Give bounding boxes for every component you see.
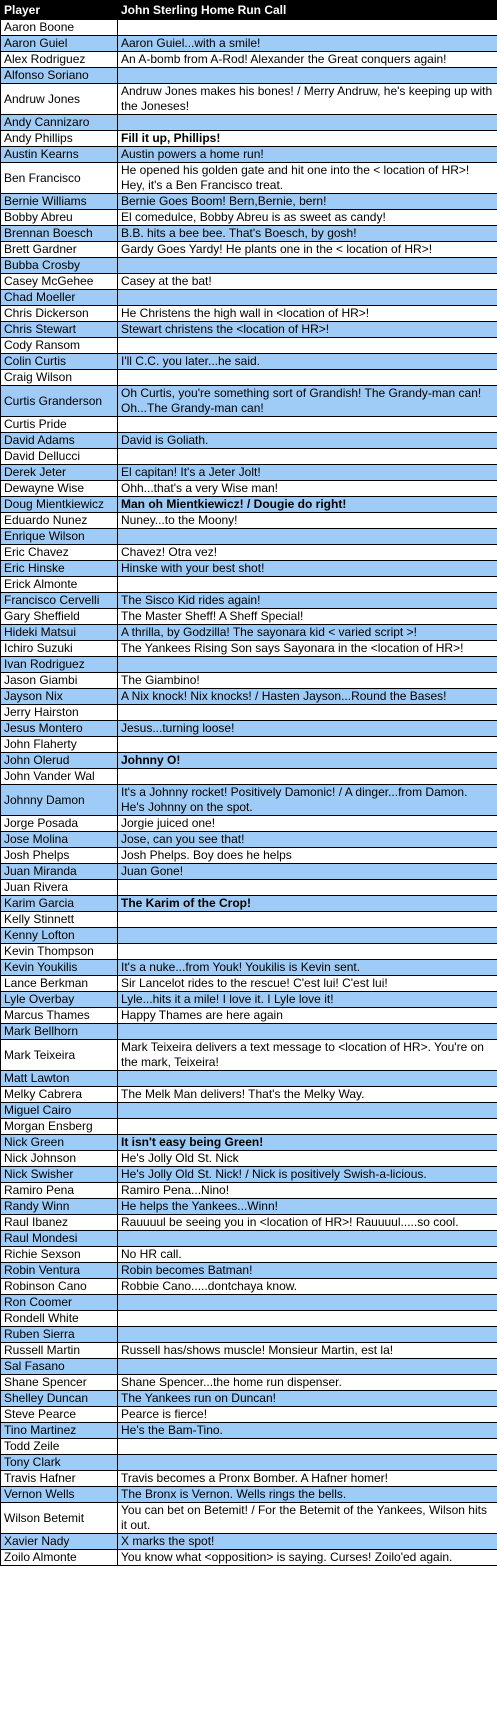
table-row: [1, 465, 497, 481]
table-row: [1, 36, 497, 52]
home-run-call-cell: [118, 68, 497, 84]
home-run-call-cell: [118, 944, 497, 960]
home-run-call-cell: [118, 769, 497, 785]
home-run-call-cell: A thrilla, by Godzilla! The sayonara kid < varied script >!: [118, 625, 497, 641]
player-name-cell: Nick Johnson: [1, 1151, 118, 1167]
table-row: [1, 1087, 497, 1103]
table-row: [1, 481, 497, 497]
player-name-cell: Kelly Stinnett: [1, 912, 118, 928]
home-run-call-cell: Chavez! Otra vez!: [118, 545, 497, 561]
table-row: [1, 577, 497, 593]
player-name-cell: David Dellucci: [1, 449, 118, 465]
table-row: [1, 593, 497, 609]
home-run-call-cell: [118, 115, 497, 131]
table-row: [1, 816, 497, 832]
table-row: [1, 338, 497, 354]
home-run-call-cell: [118, 577, 497, 593]
table-row: [1, 912, 497, 928]
table-row: [1, 561, 497, 577]
table-row: [1, 354, 497, 370]
table-row: [1, 497, 497, 513]
player-name-cell: Todd Zeile: [1, 1439, 118, 1455]
player-name-cell: Kevin Thompson: [1, 944, 118, 960]
player-name-cell: Mark Bellhorn: [1, 1024, 118, 1040]
player-name-cell: Sal Fasano: [1, 1359, 118, 1375]
player-name-cell: Curtis Granderson: [1, 386, 118, 417]
player-name-cell: Dewayne Wise: [1, 481, 118, 497]
home-run-call-cell: An A-bomb from A-Rod! Alexander the Great conquers again!: [118, 52, 497, 68]
table-row: [1, 1247, 497, 1263]
table-row: [1, 737, 497, 753]
player-name-cell: Chad Moeller: [1, 290, 118, 306]
table-row: [1, 1040, 497, 1071]
home-run-call-cell: You know what <opposition> is saying. Curses! Zoilo'ed again.: [118, 1550, 497, 1566]
home-run-call-cell: X marks the spot!: [118, 1534, 497, 1550]
home-run-call-cell: Casey at the bat!: [118, 274, 497, 290]
home-run-call-cell: Man oh Mientkiewicz! / Dougie do right!: [118, 497, 497, 513]
home-run-call-cell: Oh Curtis, you're something sort of Grandish! The Grandy-man can! Oh...The Grandy-man can!: [118, 386, 497, 417]
player-name-cell: Ben Francisco: [1, 163, 118, 194]
player-name-cell: Ruben Sierra: [1, 1327, 118, 1343]
player-name-cell: Eric Chavez: [1, 545, 118, 561]
player-name-cell: Tony Clark: [1, 1455, 118, 1471]
table-row: [1, 1231, 497, 1247]
player-name-cell: Juan Miranda: [1, 864, 118, 880]
player-name-cell: Hideki Matsui: [1, 625, 118, 641]
table-row: [1, 1311, 497, 1327]
table-row: [1, 928, 497, 944]
home-run-call-cell: [118, 1455, 497, 1471]
home-run-call-cell: Ohh...that's a very Wise man!: [118, 481, 497, 497]
home-run-call-cell: Stewart christens the <location of HR>!: [118, 322, 497, 338]
player-name-cell: Curtis Pride: [1, 417, 118, 433]
player-name-cell: Brennan Boesch: [1, 226, 118, 242]
home-run-call-cell: The Karim of the Crop!: [118, 896, 497, 912]
player-name-cell: Kevin Youkilis: [1, 960, 118, 976]
home-run-call-cell: Happy Thames are here again: [118, 1008, 497, 1024]
table-row: [1, 513, 497, 529]
home-run-call-cell: [118, 1231, 497, 1247]
table-row: [1, 625, 497, 641]
home-run-call-cell: He opened his golden gate and hit one into the < location of HR>! Hey, it's a Ben Francisco treat.: [118, 163, 497, 194]
table-row: [1, 1343, 497, 1359]
home-run-call-cell: Josh Phelps. Boy does he helps: [118, 848, 497, 864]
table-row: [1, 1534, 497, 1550]
table-row: [1, 1119, 497, 1135]
table-row: [1, 433, 497, 449]
home-run-call-cell: [118, 705, 497, 721]
player-name-cell: Andy Cannizaro: [1, 115, 118, 131]
table-row: [1, 417, 497, 433]
table-row: [1, 242, 497, 258]
table-row: [1, 1071, 497, 1087]
home-run-call-cell: He's Jolly Old St. Nick! / Nick is positively Swish-a-licious.: [118, 1167, 497, 1183]
table-row: [1, 960, 497, 976]
home-run-call-cell: Jesus...turning loose!: [118, 721, 497, 737]
player-name-cell: Francisco Cervelli: [1, 593, 118, 609]
table-row: [1, 832, 497, 848]
player-name-cell: Bobby Abreu: [1, 210, 118, 226]
home-run-call-cell: Jose, can you see that!: [118, 832, 497, 848]
table-row: [1, 848, 497, 864]
table-row: [1, 210, 497, 226]
home-run-call-cell: [118, 338, 497, 354]
player-name-cell: John Vander Wal: [1, 769, 118, 785]
table-row: [1, 386, 497, 417]
table-row: [1, 1439, 497, 1455]
player-name-cell: Jorge Posada: [1, 816, 118, 832]
player-name-cell: Alfonso Soriano: [1, 68, 118, 84]
player-name-cell: Doug Mientkiewicz: [1, 497, 118, 513]
table-row: [1, 290, 497, 306]
player-name-cell: Craig Wilson: [1, 370, 118, 386]
player-name-cell: Nick Green: [1, 1135, 118, 1151]
player-name-cell: Lyle Overbay: [1, 992, 118, 1008]
player-name-cell: Xavier Nady: [1, 1534, 118, 1550]
home-run-call-cell: [118, 1071, 497, 1087]
player-name-cell: Wilson Betemit: [1, 1503, 118, 1534]
player-name-cell: Cody Ransom: [1, 338, 118, 354]
home-run-call-cell: Ramiro Pena...Nino!: [118, 1183, 497, 1199]
player-name-cell: Randy Winn: [1, 1199, 118, 1215]
player-name-cell: Melky Cabrera: [1, 1087, 118, 1103]
home-run-call-cell: Travis becomes a Pronx Bomber. A Hafner homer!: [118, 1471, 497, 1487]
home-run-call-cell: Sir Lancelot rides to the rescue! C'est lui! C'est lui!: [118, 976, 497, 992]
table-row: [1, 529, 497, 545]
player-name-cell: Shelley Duncan: [1, 1391, 118, 1407]
home-run-call-cell: Robin becomes Batman!: [118, 1263, 497, 1279]
home-run-call-cell: [118, 928, 497, 944]
home-run-call-cell: I'll C.C. you later...he said.: [118, 354, 497, 370]
home-run-call-cell: [118, 657, 497, 673]
home-run-call-cell: Johnny O!: [118, 753, 497, 769]
home-run-call-cell: [118, 1119, 497, 1135]
player-name-cell: Tino Martinez: [1, 1423, 118, 1439]
home-run-call-cell: He's Jolly Old St. Nick: [118, 1151, 497, 1167]
home-run-call-cell: Robbie Cano.....dontchaya know.: [118, 1279, 497, 1295]
home-run-call-cell: [118, 1439, 497, 1455]
table-row: [1, 1008, 497, 1024]
player-name-cell: Brett Gardner: [1, 242, 118, 258]
table-row: [1, 449, 497, 465]
player-name-cell: Morgan Ensberg: [1, 1119, 118, 1135]
player-name-cell: Josh Phelps: [1, 848, 118, 864]
player-name-cell: Miguel Cairo: [1, 1103, 118, 1119]
home-run-call-cell: A Nix knock! Nix knocks! / Hasten Jayson...Round the Bases!: [118, 689, 497, 705]
table-row: [1, 673, 497, 689]
home-run-call-cell: [118, 529, 497, 545]
player-name-cell: John Flaherty: [1, 737, 118, 753]
home-run-call-cell: Mark Teixeira delivers a text message to <location of HR>. You're on the mark, Teixeira!: [118, 1040, 497, 1071]
player-name-cell: Colin Curtis: [1, 354, 118, 370]
table-row: [1, 1423, 497, 1439]
player-name-cell: Jose Molina: [1, 832, 118, 848]
player-name-cell: Jayson Nix: [1, 689, 118, 705]
table-row: [1, 753, 497, 769]
home-run-call-cell: Hinske with your best shot!: [118, 561, 497, 577]
player-name-cell: Richie Sexson: [1, 1247, 118, 1263]
player-name-cell: Gary Sheffield: [1, 609, 118, 625]
table-row: [1, 1359, 497, 1375]
player-name-cell: Ivan Rodriguez: [1, 657, 118, 673]
table-row: [1, 896, 497, 912]
table-row: [1, 1407, 497, 1423]
player-name-cell: Chris Dickerson: [1, 306, 118, 322]
table-row: [1, 1183, 497, 1199]
table-row: [1, 992, 497, 1008]
home-run-call-cell: The Yankees Rising Son says Sayonara in the <location of HR>!: [118, 641, 497, 657]
table-row: [1, 1103, 497, 1119]
table-row: [1, 163, 497, 194]
table-row: [1, 880, 497, 896]
player-name-cell: Shane Spencer: [1, 1375, 118, 1391]
home-run-call-cell: [118, 1024, 497, 1040]
table-row: [1, 322, 497, 338]
player-name-cell: David Adams: [1, 433, 118, 449]
player-name-cell: Robin Ventura: [1, 1263, 118, 1279]
table-row: [1, 944, 497, 960]
player-name-cell: Eric Hinske: [1, 561, 118, 577]
player-name-cell: Erick Almonte: [1, 577, 118, 593]
player-name-cell: Marcus Thames: [1, 1008, 118, 1024]
table-row: [1, 131, 497, 147]
home-run-call-cell: [118, 1359, 497, 1375]
home-run-call-cell: David is Goliath.: [118, 433, 497, 449]
player-name-cell: Andruw Jones: [1, 84, 118, 115]
player-name-cell: Karim Garcia: [1, 896, 118, 912]
table-row: [1, 705, 497, 721]
home-run-call-cell: Bernie Goes Boom! Bern,Bernie, bern!: [118, 194, 497, 210]
table-row: [1, 864, 497, 880]
player-name-cell: Lance Berkman: [1, 976, 118, 992]
home-run-call-cell: It's a Johnny rocket! Positively Damonic! / A dinger...from Damon. He's Johnny on the spot.: [118, 785, 497, 816]
player-name-cell: Bernie Williams: [1, 194, 118, 210]
player-name-cell: Bubba Crosby: [1, 258, 118, 274]
table-row: [1, 1471, 497, 1487]
table-row: [1, 545, 497, 561]
table-row: [1, 1295, 497, 1311]
home-run-call-cell: [118, 912, 497, 928]
player-name-cell: Zoilo Almonte: [1, 1550, 118, 1566]
player-name-cell: Travis Hafner: [1, 1471, 118, 1487]
player-name-cell: Raul Ibanez: [1, 1215, 118, 1231]
table-row: [1, 1215, 497, 1231]
home-run-call-cell: The Sisco Kid rides again!: [118, 593, 497, 609]
home-run-call-cell: Shane Spencer...the home run dispenser.: [118, 1375, 497, 1391]
player-name-cell: Kenny Lofton: [1, 928, 118, 944]
player-name-cell: John Olerud: [1, 753, 118, 769]
table-row: [1, 785, 497, 816]
table-row: [1, 258, 497, 274]
table-row: [1, 1503, 497, 1534]
player-name-cell: Aaron Guiel: [1, 36, 118, 52]
home-run-call-cell: [118, 258, 497, 274]
home-run-call-cell: Gardy Goes Yardy! He plants one in the < location of HR>!: [118, 242, 497, 258]
call-column-header: John Sterling Home Run Call: [118, 1, 497, 20]
home-run-call-cell: [118, 449, 497, 465]
table-row: [1, 769, 497, 785]
table-row: [1, 657, 497, 673]
home-run-call-cell: [118, 1295, 497, 1311]
home-run-call-cell: The Master Sheff! A Sheff Special!: [118, 609, 497, 625]
table-row: [1, 306, 497, 322]
home-run-call-cell: [118, 417, 497, 433]
home-run-call-cell: Austin powers a home run!: [118, 147, 497, 163]
home-run-call-cell: Fill it up, Phillips!: [118, 131, 497, 147]
table-row: [1, 609, 497, 625]
table-row: [1, 274, 497, 290]
home-run-call-cell: Aaron Guiel...with a smile!: [118, 36, 497, 52]
table-row: [1, 1327, 497, 1343]
home-run-call-cell: He Christens the high wall in <location of HR>!: [118, 306, 497, 322]
table-row: [1, 721, 497, 737]
player-name-cell: Ron Coomer: [1, 1295, 118, 1311]
table-row: [1, 689, 497, 705]
table-row: [1, 147, 497, 163]
home-run-call-cell: Juan Gone!: [118, 864, 497, 880]
home-run-call-cell: [118, 1327, 497, 1343]
home-run-call-cell: El comedulce, Bobby Abreu is as sweet as candy!: [118, 210, 497, 226]
home-run-call-cell: It's a nuke...from Youk! Youkilis is Kevin sent.: [118, 960, 497, 976]
table-row: [1, 226, 497, 242]
home-run-call-cell: The Giambino!: [118, 673, 497, 689]
table-row: [1, 1487, 497, 1503]
player-name-cell: Alex Rodriguez: [1, 52, 118, 68]
table-row: [1, 194, 497, 210]
table-row: [1, 1024, 497, 1040]
table-row: [1, 1263, 497, 1279]
home-run-call-cell: Pearce is fierce!: [118, 1407, 497, 1423]
player-name-cell: Steve Pearce: [1, 1407, 118, 1423]
player-name-cell: Derek Jeter: [1, 465, 118, 481]
player-column-header: Player: [1, 1, 118, 20]
table-row: [1, 370, 497, 386]
home-run-call-cell: [118, 370, 497, 386]
home-run-call-cell: B.B. hits a bee bee. That's Boesch, by gosh!: [118, 226, 497, 242]
player-name-cell: Aaron Boone: [1, 20, 118, 36]
home-run-call-cell: [118, 1311, 497, 1327]
table-body: [1, 20, 497, 1566]
table-row: [1, 1279, 497, 1295]
table-row: [1, 115, 497, 131]
home-run-call-cell: No HR call.: [118, 1247, 497, 1263]
table-row: [1, 641, 497, 657]
player-name-cell: Raul Mondesi: [1, 1231, 118, 1247]
home-run-call-cell: The Melk Man delivers! That's the Melky Way.: [118, 1087, 497, 1103]
player-name-cell: Casey McGehee: [1, 274, 118, 290]
table-row: [1, 84, 497, 115]
home-run-call-cell: Jorgie juiced one!: [118, 816, 497, 832]
home-run-call-cell: [118, 290, 497, 306]
player-name-cell: Matt Lawton: [1, 1071, 118, 1087]
home-run-call-cell: [118, 880, 497, 896]
home-run-call-cell: You can bet on Betemit! / For the Betemit of the Yankees, Wilson hits it out.: [118, 1503, 497, 1534]
home-run-call-cell: Rauuuul be seeing you in <location of HR>! Rauuuul.....so cool.: [118, 1215, 497, 1231]
table-row: [1, 68, 497, 84]
home-run-call-cell: [118, 1103, 497, 1119]
table-row: [1, 1391, 497, 1407]
player-name-cell: Jerry Hairston: [1, 705, 118, 721]
player-name-cell: Enrique Wilson: [1, 529, 118, 545]
home-run-call-cell: Russell has/shows muscle! Monsieur Martin, est la!: [118, 1343, 497, 1359]
table-row: [1, 1550, 497, 1566]
home-run-call-cell: The Yankees run on Duncan!: [118, 1391, 497, 1407]
player-name-cell: Johnny Damon: [1, 785, 118, 816]
player-name-cell: Vernon Wells: [1, 1487, 118, 1503]
table-row: [1, 20, 497, 36]
player-name-cell: Jason Giambi: [1, 673, 118, 689]
player-name-cell: Russell Martin: [1, 1343, 118, 1359]
home-run-call-cell: [118, 737, 497, 753]
player-name-cell: Mark Teixeira: [1, 1040, 118, 1071]
player-name-cell: Ichiro Suzuki: [1, 641, 118, 657]
home-run-call-cell: He's the Bam-Tino.: [118, 1423, 497, 1439]
player-name-cell: Robinson Cano: [1, 1279, 118, 1295]
home-run-call-cell: [118, 20, 497, 36]
home-run-call-cell: Andruw Jones makes his bones! / Merry Andruw, he's keeping up with the Joneses!: [118, 84, 497, 115]
player-name-cell: Austin Kearns: [1, 147, 118, 163]
home-run-call-cell: Nuney...to the Moony!: [118, 513, 497, 529]
home-run-call-cell: Lyle...hits it a mile! I love it. I Lyle love it!: [118, 992, 497, 1008]
player-name-cell: Juan Rivera: [1, 880, 118, 896]
table-row: [1, 976, 497, 992]
player-name-cell: Andy Phillips: [1, 131, 118, 147]
table-row: [1, 1151, 497, 1167]
table-row: [1, 1135, 497, 1151]
table-row: [1, 52, 497, 68]
home-run-call-cell: He helps the Yankees...Winn!: [118, 1199, 497, 1215]
home-run-call-cell: El capitan! It's a Jeter Jolt!: [118, 465, 497, 481]
player-name-cell: Nick Swisher: [1, 1167, 118, 1183]
player-name-cell: Ramiro Pena: [1, 1183, 118, 1199]
table-row: [1, 1375, 497, 1391]
player-name-cell: Eduardo Nunez: [1, 513, 118, 529]
table-row: [1, 1455, 497, 1471]
home-run-call-cell: It isn't easy being Green!: [118, 1135, 497, 1151]
table-row: [1, 1199, 497, 1215]
player-name-cell: Chris Stewart: [1, 322, 118, 338]
home-run-call-cell: The Bronx is Vernon. Wells rings the bells.: [118, 1487, 497, 1503]
header-row: [1, 1, 497, 20]
player-name-cell: Rondell White: [1, 1311, 118, 1327]
table-row: [1, 1167, 497, 1183]
player-name-cell: Jesus Montero: [1, 721, 118, 737]
